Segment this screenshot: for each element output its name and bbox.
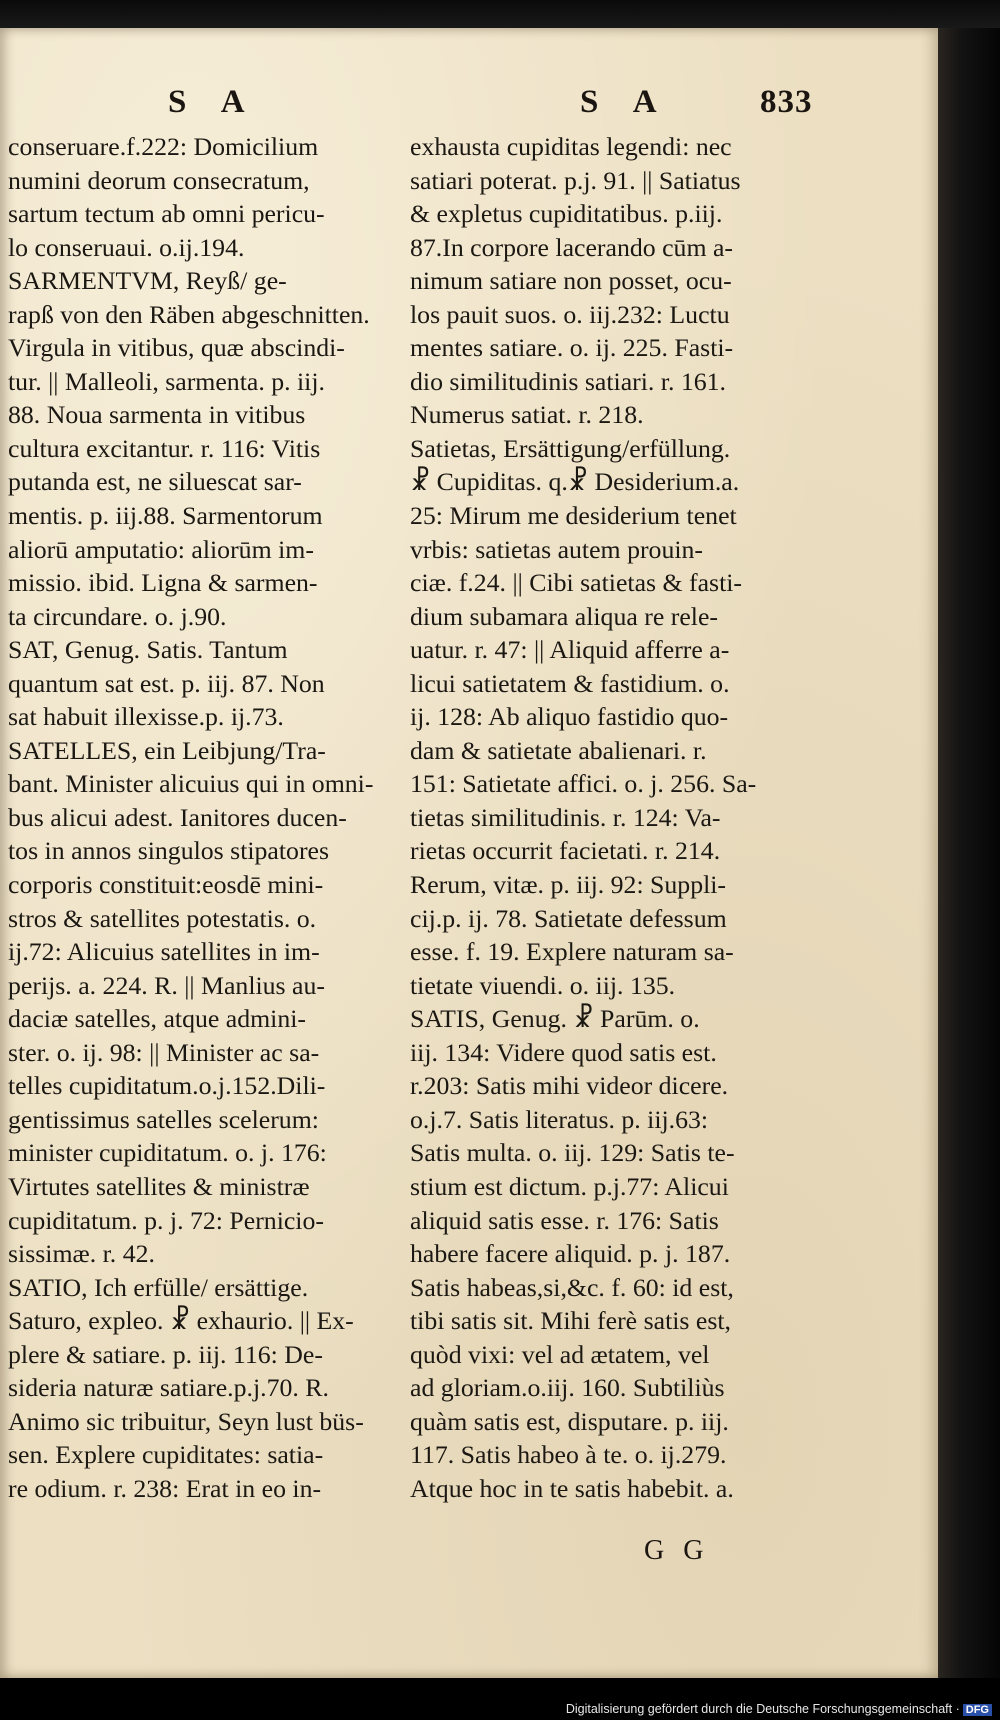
text-line: cultura excitantur. r. 116: Vitis (8, 433, 321, 463)
text-line: re odium. r. 238: Erat in eo in- (8, 1473, 322, 1503)
text-line: missio. ibid. Ligna & sarmen- (8, 568, 318, 598)
text-line: mentes satiare. o. ij. 225. Fasti- (410, 333, 734, 363)
text-line: telles cupiditatum.o.j.152.Dili- (8, 1071, 326, 1101)
text-line: ij.72: Alicuius satellites in im- (8, 937, 320, 967)
text-line: conseruare.f.222: Domicilium (8, 132, 319, 161)
text-line: sen. Explere cupiditates: satia- (8, 1440, 324, 1470)
text-line: aliorū amputatio: aliorūm im- (8, 534, 314, 564)
text-line: Satis habeas,si,&c. f. 60: id est, (410, 1272, 734, 1302)
text-line: sissimæ. r. 42. (8, 1239, 155, 1269)
dfg-logo: DFG (963, 1704, 992, 1716)
text-line: ad gloriam.o.iij. 160. Subtiliùs (410, 1373, 725, 1403)
text-line: 151: Satietate affici. o. j. 256. Sa- (410, 769, 757, 799)
text-line: satiari poterat. p.j. 91. || Satiatus (410, 165, 741, 195)
text-line: iij. 134: Videre quod satis est. (410, 1037, 717, 1067)
text-line: gentissimus satelles scelerum: (8, 1104, 319, 1134)
right-text-column (410, 130, 830, 1505)
text-line: o.j.7. Satis literatus. p. iij.63: (410, 1104, 709, 1134)
text-line: stros & satellites potestatis. o. (8, 903, 317, 933)
text-line: dium subamara aliqua re rele- (410, 601, 718, 631)
text-line: SAT, Genug. Satis. Tantum (8, 635, 288, 665)
text-line: sartum tectum ab omni pericu- (8, 199, 325, 229)
text-line: Animo sic tribuitur, Seyn lust büs- (8, 1406, 364, 1436)
text-line: r.203: Satis mihi videor dicere. (410, 1071, 729, 1101)
text-line: tos in annos singulos stipatores (8, 836, 330, 866)
text-line: ciæ. f.24. || Cibi satietas & fasti- (410, 568, 743, 598)
text-line: SATIS, Genug. ☧ Parūm. o. (410, 1004, 700, 1034)
text-line: quàm satis est, disputare. p. iij. (410, 1406, 729, 1436)
text-line: quòd vixi: vel ad ætatem, vel (410, 1339, 710, 1369)
text-line: esse. f. 19. Explere naturam sa- (410, 937, 734, 967)
text-line: Satis multa. o. iij. 129: Satis te- (410, 1138, 735, 1168)
text-line: habere facere aliquid. p. j. 187. (410, 1239, 731, 1269)
text-line: & expletus cupiditatibus. p.iij. (410, 199, 723, 229)
text-line: 25: Mirum me desiderium tenet (410, 501, 737, 531)
text-line: Satietas, Ersättigung/erfüllung. (410, 433, 731, 463)
text-line: SATELLES, ein Leibjung/Tra- (8, 735, 326, 765)
text-line: lo conseruaui. o.ij.194. (8, 232, 245, 262)
text-line: tietate viuendi. o. iij. 135. (410, 970, 676, 1000)
text-line: 88. Noua sarmenta in vitibus (8, 400, 306, 430)
text-line: sat habuit illexisse.p. ij.73. (8, 702, 284, 732)
text-line: stium est dictum. p.j.77: Alicui (410, 1171, 729, 1201)
text-line: Rerum, vitæ. p. iij. 92: Suppli- (410, 870, 727, 900)
text-line: Virtutes satellites & ministræ (8, 1171, 310, 1201)
text-line: rietas occurrit facietati. r. 214. (410, 836, 721, 866)
text-line: cij.p. ij. 78. Satietate defessum (410, 903, 727, 933)
text-line: tietas similitudinis. r. 124: Va- (410, 802, 721, 832)
text-line: Atque hoc in te satis habebit. a. (410, 1473, 734, 1503)
text-line: aliquid satis esse. r. 176: Satis (410, 1205, 719, 1235)
text-line: daciæ satelles, atque admini- (8, 1004, 306, 1034)
text-line: numini deorum consecratum, (8, 165, 310, 195)
text-line: 117. Satis habeo à te. o. ij.279. (410, 1440, 727, 1470)
text-line: putanda est, ne siluescat sar- (8, 467, 302, 497)
text-line: SATIO, Ich erfülle/ ersättige. (8, 1272, 309, 1302)
page-number: 833 (760, 84, 813, 120)
text-line: exhausta cupiditas legendi: nec (410, 132, 732, 161)
text-line: mentis. p. iij.88. Sarmentorum (8, 501, 323, 531)
text-line: licui satietatem & fastidium. o. (410, 668, 730, 698)
text-line: ta circundare. o. j.90. (8, 601, 227, 631)
text-line: plere & satiare. p. iij. 116: De- (8, 1339, 323, 1369)
text-line: sideria naturæ satiare.p.j.70. R. (8, 1373, 329, 1403)
text-line: nimum satiare non posset, ocu- (410, 266, 732, 296)
text-line: ster. o. ij. 98: || Minister ac sa- (8, 1037, 320, 1067)
text-line: ☧ Cupiditas. q.☧ Desiderium.a. (410, 467, 740, 497)
scan-background-top (0, 0, 1000, 30)
text-line: minister cupiditatum. o. j. 176: (8, 1138, 327, 1168)
text-line: Saturo, expleo. ☧ exhaurio. || Ex- (8, 1306, 354, 1336)
text-line: tur. || Malleoli, sarmenta. p. iij. (8, 366, 325, 396)
text-line: 87.In corpore lacerando cūm a- (410, 232, 734, 262)
text-line: ij. 128: Ab aliquo fastidio quo- (410, 702, 729, 732)
text-line: tibi satis sit. Mihi ferè satis est, (410, 1306, 731, 1336)
text-line: bant. Minister alicuius qui in omni- (8, 769, 374, 799)
text-line: dam & satietate abalienari. r. (410, 735, 707, 765)
left-running-head: S A (168, 84, 259, 120)
text-line: perijs. a. 224. R. || Manlius au- (8, 970, 325, 1000)
right-running-head: S A (580, 84, 671, 120)
digitization-credit (566, 1702, 992, 1716)
text-line: dio similitudinis satiari. r. 161. (410, 366, 727, 396)
scan-background-right (938, 28, 1000, 1678)
text-line: Virgula in vitibus, quæ abscindi- (8, 333, 345, 363)
text-line: cupiditatum. p. j. 72: Pernicio- (8, 1205, 324, 1235)
text-line: corporis constituit:eosdē mini- (8, 870, 324, 900)
text-line: uatur. r. 47: || Aliquid afferre a- (410, 635, 730, 665)
text-line: quantum sat est. p. iij. 87. Non (8, 668, 325, 698)
left-text-column (8, 130, 428, 1505)
text-line: bus alicui adest. Ianitores ducen- (8, 802, 347, 832)
text-line: SARMENTVM, Reyß/ ge- (8, 266, 287, 296)
text-line: los pauit suos. o. iij.232: Luctu (410, 299, 730, 329)
text-line: vrbis: satietas autem prouin- (410, 534, 704, 564)
signature-mark: G G (644, 1535, 710, 1566)
book-page (0, 28, 938, 1678)
text-line: rapß von den Räben abgeschnitten. (8, 299, 370, 329)
credit-text: Digitalisierung gefördert durch die Deutsche Forschungsgemeinschaft · (565, 1702, 960, 1716)
text-line: Numerus satiat. r. 218. (410, 400, 644, 430)
